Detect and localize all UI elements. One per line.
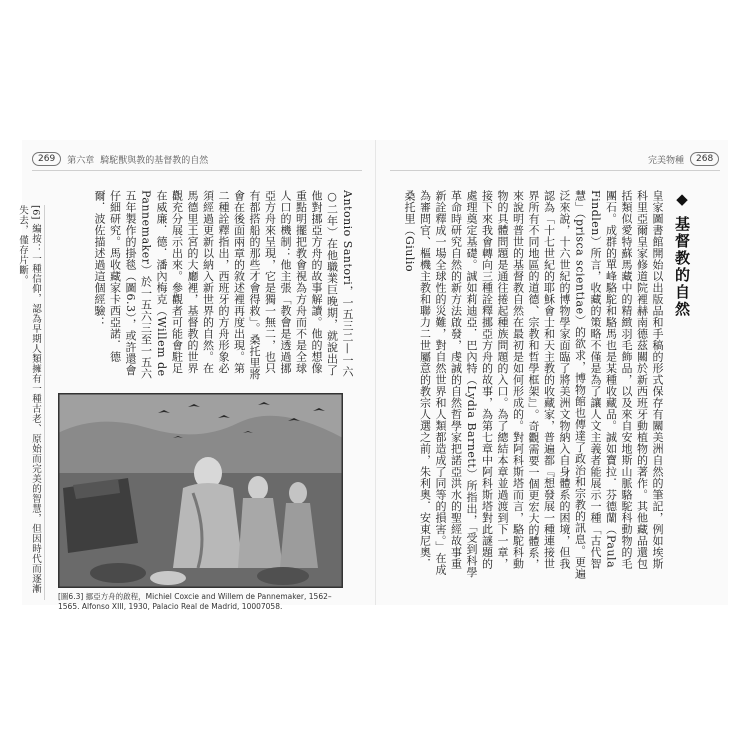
left-page-number: 269 — [32, 152, 61, 166]
tapestry-caption: [圖6.3] 挪亞方舟的啟程，Michiel Coxcie and Willem de Pannemaker, 1562–1565. Alfonso XIII, 1930, Palacio Real de Madrid, 10007058. — [58, 592, 332, 611]
left-chapter-label: 第六章 — [67, 155, 95, 166]
right-page-header — [648, 150, 719, 168]
section-heading — [672, 190, 693, 318]
section-heading-text: 基督教的自然 — [673, 216, 691, 318]
right-running-title: 完美物種 — [648, 155, 685, 166]
left-page-header — [32, 150, 208, 168]
right-page-body: 皇家圖書館開始以出版品和手稿的形式保存有關美洲自然的筆記，例如埃斯科里亞爾皇家修道院裡赫南德茲關於新西班牙動植物的著作。其他藏品還包括類似愛特蘇馬藏中的精緻羽毛飾品，以及來自安地斯山脈駱駝科動物的毛團石。成群的單峰駱駝和駱馬也是某種收藏品。誠如寶拉．芬德蘭（Paula Findlen）所言，收藏的策略不僅是為了讓人文主義者能展示一種「古代智慧」（prisca scientiae）的欲求，博物館也傳達了政治和宗教的訊息。更遍泛來說，十六世紀的博物學家面臨了將美洲文物納入自身體系的困境，但我認為「十七世紀的耶穌會士和天主教的收藏家，普遍都『想發展一種連接世界所有不同地區的道德、宗教和哲學框架』」。奇觀需要一個更宏大的體系，來說明普世的基督教自然在最初是如何形成的。對阿科斯塔而言，駱駝科動物的具體問題是通往捲起種族問題的入口。為了總結本章並過渡到下一章，接下來我會轉向三種詮釋挪亞方舟的故事，為第七章中阿科斯塔對此謎題的處理奠定基礎。誠如莉迪亞．巴內特（Lydia Barnett）所指出，「受到科學革命時研究自然的新方法啟發，虔誠的自然哲學家把諾亞洪水的聖經故事重新詮釋成一場全球性的災難，對自然世界和人類都造成了同等的損害。」在成為審問官、樞機主教和聯力二世屬意的教宗人選之前，朱利奧．安東尼奧．桑托里（Giulio — [403, 190, 664, 580]
tapestry-photo — [58, 393, 343, 588]
tapestry-illustration — [58, 393, 343, 588]
diamond-icon: ◆ — [673, 190, 691, 210]
left-running-title: 騎駝獸與教的基督教的自然 — [100, 155, 209, 166]
book-gutter — [375, 140, 376, 605]
left-page-body: Antonio Santori，一五三二—一六○二年）在他職業巨晚期，就說出了他對挪亞方舟的故事解讀。他的想像重點明擺把教會視為方舟而不是全球人口的機制：他主張「教會是透過挪亞方舟來呈現，它是獨一無二，也只有都搭船的那些才會得救」。桑托里將會在後面兩章的敘述裡再度出現。第二種詮釋指出，西班牙的方舟形象必須經過更新以納入新世界的自然。在馬德里王宮的大廳裡，基督教的世界觀充分展示出來。參觀者可能會駐足在威廉．德．潘內梅克（Willem de Pannemaker）於一五六三至一五六五年製作的掛毯（圖6.3），或許還會仔細研究。馬收藏家卡西亞諾．德爾．波佐描述過這個經驗： — [93, 190, 354, 380]
left-header-rule — [32, 170, 362, 171]
footnote-rule — [44, 205, 45, 600]
right-header-rule — [390, 170, 720, 171]
footnote: [6] 編按：一種信仰，認為早期人類擁有一種古老、原始而完美的智慧，但因時代而逐漸失去，僅存片斷。 — [17, 205, 41, 594]
right-page-number: 268 — [690, 152, 719, 166]
